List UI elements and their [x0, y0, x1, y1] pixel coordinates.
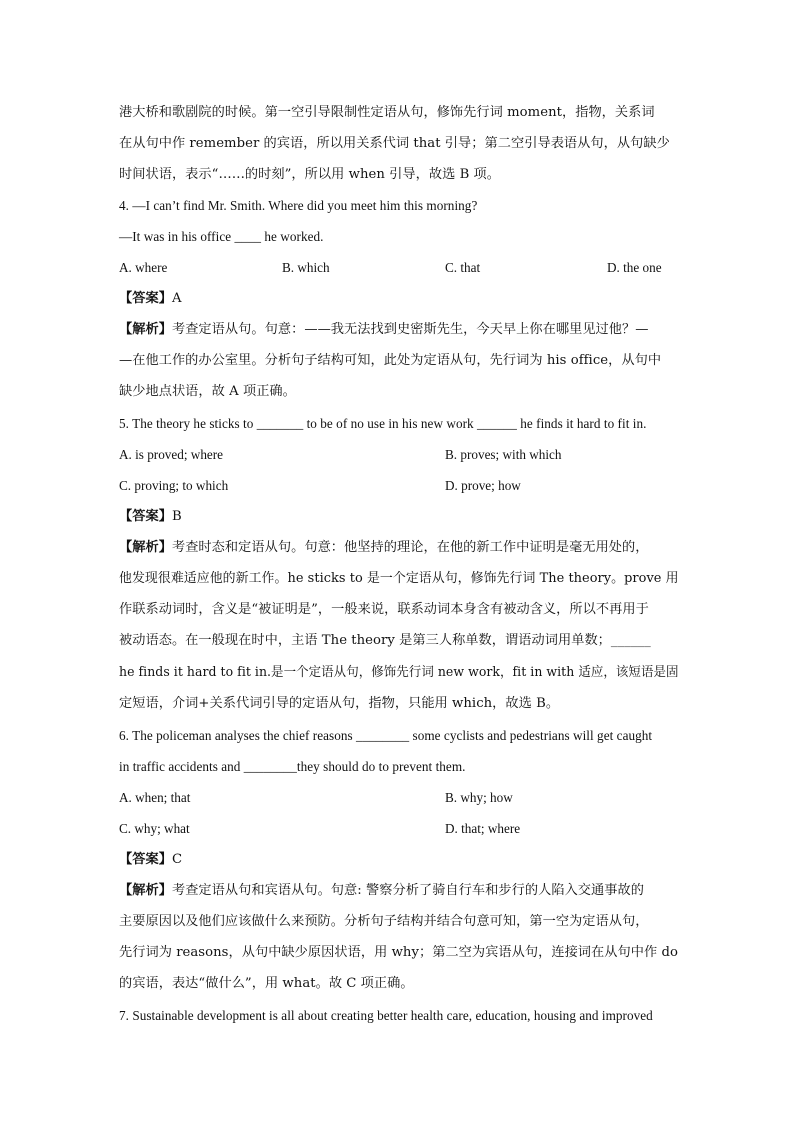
- question-6-option-a: A. when; that: [119, 790, 191, 805]
- question-5-analysis-line: 定短语，介词+关系代词引导的定语从句，指物，只能用 which，故选 B。: [119, 696, 560, 711]
- question-6-stem-cont: in traffic accidents and ________they should do to prevent them.: [119, 759, 466, 774]
- question-5-option-a: A. is proved; where: [119, 447, 224, 462]
- question-4-stem-reply: —It was in his office ____ he worked.: [119, 229, 324, 244]
- question-6-stem: 6. The policeman analyses the chief reasons ________ some cyclists and pedestrians will get caught: [119, 728, 653, 743]
- question-4-analysis-line: —在他工作的办公室里。分析句子结构可知，此处为定语从句，先行词为 his office，从句中: [119, 353, 662, 368]
- answer-value: B: [171, 509, 182, 524]
- question-6-analysis-line: [119, 881, 644, 901]
- question-5-analysis-line: [119, 538, 649, 558]
- question-5-stem: 5. The theory he sticks to _______ to be of no use in his new work ______ he finds it hard to fit in.: [119, 416, 647, 431]
- question-4-option-b: B. which: [282, 260, 330, 275]
- question-6-analysis-line: 先行词为 reasons，从句中缺少原因状语，用 why；第二空为宾语从句，连接词在从句中作 do: [119, 945, 678, 960]
- analysis-continuation-line: 在从句中作 remember 的宾语，所以用关系代词 that 引导；第二空引导表语从句，从句缺少: [119, 136, 670, 151]
- question-5-option-d: D. prove; how: [445, 478, 521, 493]
- answer-value: C: [171, 852, 183, 867]
- question-7-stem: 7. Sustainable development is all about creating better health care, education, housing and improved: [119, 1008, 653, 1023]
- question-5-option-b: B. proves; with which: [445, 447, 562, 462]
- question-6-option-c: C. why; what: [119, 821, 190, 836]
- answer-value: A: [171, 291, 182, 306]
- question-5-analysis-line: 作联系动词时，含义是“被证明是”，一般来说，联系动词本身含有被动含义，所以不再用于: [119, 602, 649, 617]
- analysis-label: 【解析】: [119, 883, 172, 898]
- question-5-analysis-line: 他发现很难适应他的新工作。he sticks to 是一个定语从句，修饰先行词 The theory。prove 用: [119, 571, 679, 586]
- question-5-analysis-line: 被动语态。在一般现在时中，主语 The theory 是第三人称单数，谓语动词用单数；______: [119, 633, 651, 648]
- question-4-answer: [119, 289, 182, 309]
- analysis-text: 考查定语从句。句意：——我无法找到史密斯先生，今天早上你在哪里见过他？—: [171, 322, 649, 337]
- question-6-analysis-line: 主要原因以及他们应该做什么来预防。分析句子结构并结合句意可知，第一空为定语从句，: [119, 914, 649, 929]
- question-5-option-c: C. proving; to which: [119, 478, 229, 493]
- question-5-answer: [119, 507, 182, 527]
- question-5-analysis-line: he finds it hard to fit in.是一个定语从句，修饰先行词 new work，fit in with 适应，该短语是固: [119, 665, 679, 680]
- question-4-analysis-line: [119, 320, 649, 340]
- answer-label: 【答案】: [119, 291, 172, 306]
- analysis-continuation-line: 港大桥和歌剧院的时候。第一空引导限制性定语从句，修饰先行词 moment，指物，关系词: [119, 105, 655, 120]
- analysis-label: 【解析】: [119, 322, 172, 337]
- question-4-analysis-line: 缺少地点状语，故 A 项正确。: [119, 384, 296, 399]
- analysis-text: 考查定语从句和宾语从句。句意: 警察分析了骑自行车和步行的人陷入交通事故的: [171, 883, 644, 898]
- analysis-continuation-line: 时间状语，表示“……的时刻”，所以用 when 引导，故选 B 项。: [119, 167, 501, 182]
- question-4-option-a: A. where: [119, 260, 168, 275]
- question-4-option-d: D. the one: [607, 260, 662, 275]
- answer-label: 【答案】: [119, 509, 172, 524]
- question-6-option-d: D. that; where: [445, 821, 521, 836]
- question-4-stem: 4. —I can’t find Mr. Smith. Where did you meet him this morning?: [119, 198, 478, 213]
- question-4-option-c: C. that: [445, 260, 481, 275]
- analysis-label: 【解析】: [119, 540, 172, 555]
- question-6-option-b: B. why; how: [445, 790, 513, 805]
- analysis-text: 考查时态和定语从句。句意：他坚持的理论，在他的新工作中证明是毫无用处的，: [171, 540, 649, 555]
- question-6-analysis-line: 的宾语，表达“做什么”，用 what。故 C 项正确。: [119, 976, 414, 991]
- answer-label: 【答案】: [119, 852, 172, 867]
- question-6-answer: [119, 850, 182, 870]
